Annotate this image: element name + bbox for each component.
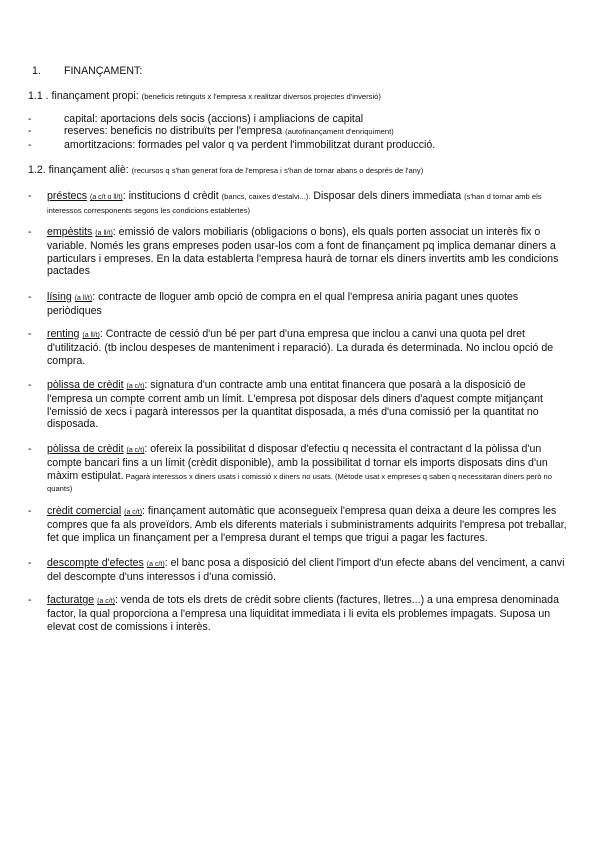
item-note: Pagarà interessos x diners usats i comissió x diners no usats. (Mètode usat x empreses q saben q necessitaran diners però no quants): [47, 471, 552, 494]
list-item: [28, 443, 573, 495]
item-text: : institucions d crèdit: [122, 190, 219, 202]
section-2-title: [28, 164, 573, 177]
term-prestecs: préstecs: [47, 190, 88, 202]
bullet-dash: -: [28, 226, 32, 238]
bullet-dash: -: [28, 328, 32, 340]
bullet-dash: -: [28, 505, 32, 517]
section-2-note: (recursos q s'han generat fora de l'empresa i s'han de tornar abans o després de l'any): [131, 166, 424, 175]
heading-title: FINANÇAMENT:: [64, 65, 143, 77]
main-heading: [32, 65, 142, 77]
section-1-note: (beneficis retinguts x l'empresa x realitzar diversos projectes d'inversió): [141, 92, 381, 101]
term-renting: renting: [47, 328, 80, 340]
item-text: : ofereix la possibilitat d disposar d'efectiu q necessita el contractant d la pòlissa d'un compte bancari fins a un límit (crèdit disponible), amb la possibilitat d tornar els imports disposats dins d'un màxim estipulat.: [47, 443, 548, 482]
term-tag: (a ll/t): [82, 332, 100, 339]
term-descompte-efectes: descompte d'efectes: [47, 557, 144, 569]
term-tag: (a ll/t): [95, 230, 113, 237]
term-lising: lísing: [47, 291, 72, 303]
term-polissa-credit: pòlissa de crèdit: [47, 379, 124, 391]
term-credit-comercial: crèdit comercial: [47, 505, 122, 517]
item-text: Disposar dels diners immediata: [310, 190, 462, 202]
section-1-title: [28, 90, 573, 103]
item-text: : venda de tots els drets de crèdit sobre clients (factures, lletres...) a una empresa denominada factor, la qual proporciona a l'empresa una liquiditat immediata i li evita els problemes impagats. Suposa un elevat cost de comissions i interès.: [47, 594, 559, 633]
list-item: [28, 594, 573, 633]
bullet-dash: -: [28, 138, 32, 151]
list-item: [28, 505, 573, 544]
list-item: [28, 328, 573, 367]
list-item: [28, 291, 573, 318]
item-text: : contracte de lloguer amb opció de compra en el qual l'empresa aniria pagant unes quotes periòdiques: [47, 291, 519, 318]
item-text: amortitzacions: formades pel valor q va perdent l'immobilitzat durant producció.: [64, 138, 436, 151]
list-item: [28, 125, 573, 138]
term-tag: (a c/t): [146, 561, 165, 568]
term-facturatge: facturatge: [47, 594, 95, 606]
list-item: [28, 190, 573, 217]
item-note: (autofinançament d'enriquiment): [285, 127, 394, 137]
item-text: : Contracte de cessió d'un bé per part d'una empresa que inclou a canvi una quota pel dret d'utilització. (tb inclou despeses de manteniment i reparació). La durada és determinada. No inclou opció de compra.: [47, 328, 554, 367]
list-item: [28, 226, 573, 278]
item-text: reserves: beneficis no distribuïts per l'empresa: [64, 125, 283, 138]
list-item: [28, 113, 573, 125]
term-polissa-credit: pòlissa de crèdit: [47, 443, 124, 455]
bullet-dash: -: [28, 190, 32, 202]
section-2-label: 1.2. finançament aliè:: [28, 164, 129, 176]
bullet-dash: -: [28, 557, 32, 569]
bullet-dash: -: [28, 594, 32, 606]
section-1-list: [28, 113, 573, 151]
item-note: (bancs, caixes d'estalvi...).: [221, 192, 311, 201]
list-item: [28, 139, 573, 151]
bullet-dash: -: [28, 379, 32, 391]
heading-number: 1.: [32, 65, 41, 77]
item-text: : finançament automàtic que aconsegueix l'empresa quan deixa a deure les compres les compres que fa als proveïdors. Amb els diferents materials i subministraments adquirits l'empresa pot treballar, fet que implica un finançament per a l'empresa durant el temps que trigui a pagar les factures.: [47, 505, 567, 544]
term-tag: (a c/t o ll/t): [90, 194, 123, 201]
item-note: (s'han d tornar amb els interessos corresponents segons les condicions establertes): [47, 192, 542, 216]
list-item: [28, 379, 573, 431]
term-tag: (a c/t): [124, 509, 143, 516]
bullet-dash: -: [28, 125, 32, 138]
item-text: : emissió de valors mobiliaris (obligacions o bons), els quals porten associat un interès fix o variable. Només les grans empreses poden usar-los com a font de finançament pq implica demanar diners a particulars i empreses. En la data establerta l'empresa haurà de tornar els diners invertits amb les condicions pactades: [47, 226, 559, 278]
item-text: capital: aportacions dels socis (accions) i ampliacions de capital: [64, 113, 364, 125]
bullet-dash: -: [28, 443, 32, 455]
term-tag: (a ll/t): [74, 295, 93, 302]
term-tag: (a c/t): [97, 598, 115, 605]
bullet-dash: -: [28, 113, 32, 125]
item-text: : el banc posa a disposició del client l'import d'un efecte abans del venciment, a canvi del descompte d'uns interessos i d'una comissió.: [47, 557, 565, 584]
bullet-dash: -: [28, 291, 32, 303]
item-text: : signatura d'un contracte amb una entitat financera que posarà a la disposició de l'empresa un compte corrent amb un límit. L'empresa pot disposar dels diners d'aquest compte mitjançant l'emissió de xecs i pagarà interessos per la quantitat disposada, a més d'una comissió per la quantitat no disposada.: [47, 379, 543, 431]
section-1-label: 1.1 . finançament propi:: [28, 90, 139, 102]
term-tag: (a c/t): [126, 447, 145, 454]
term-emprestits: empèstits: [47, 226, 93, 238]
term-tag: (a c/t): [126, 383, 145, 390]
list-item: [28, 557, 573, 584]
